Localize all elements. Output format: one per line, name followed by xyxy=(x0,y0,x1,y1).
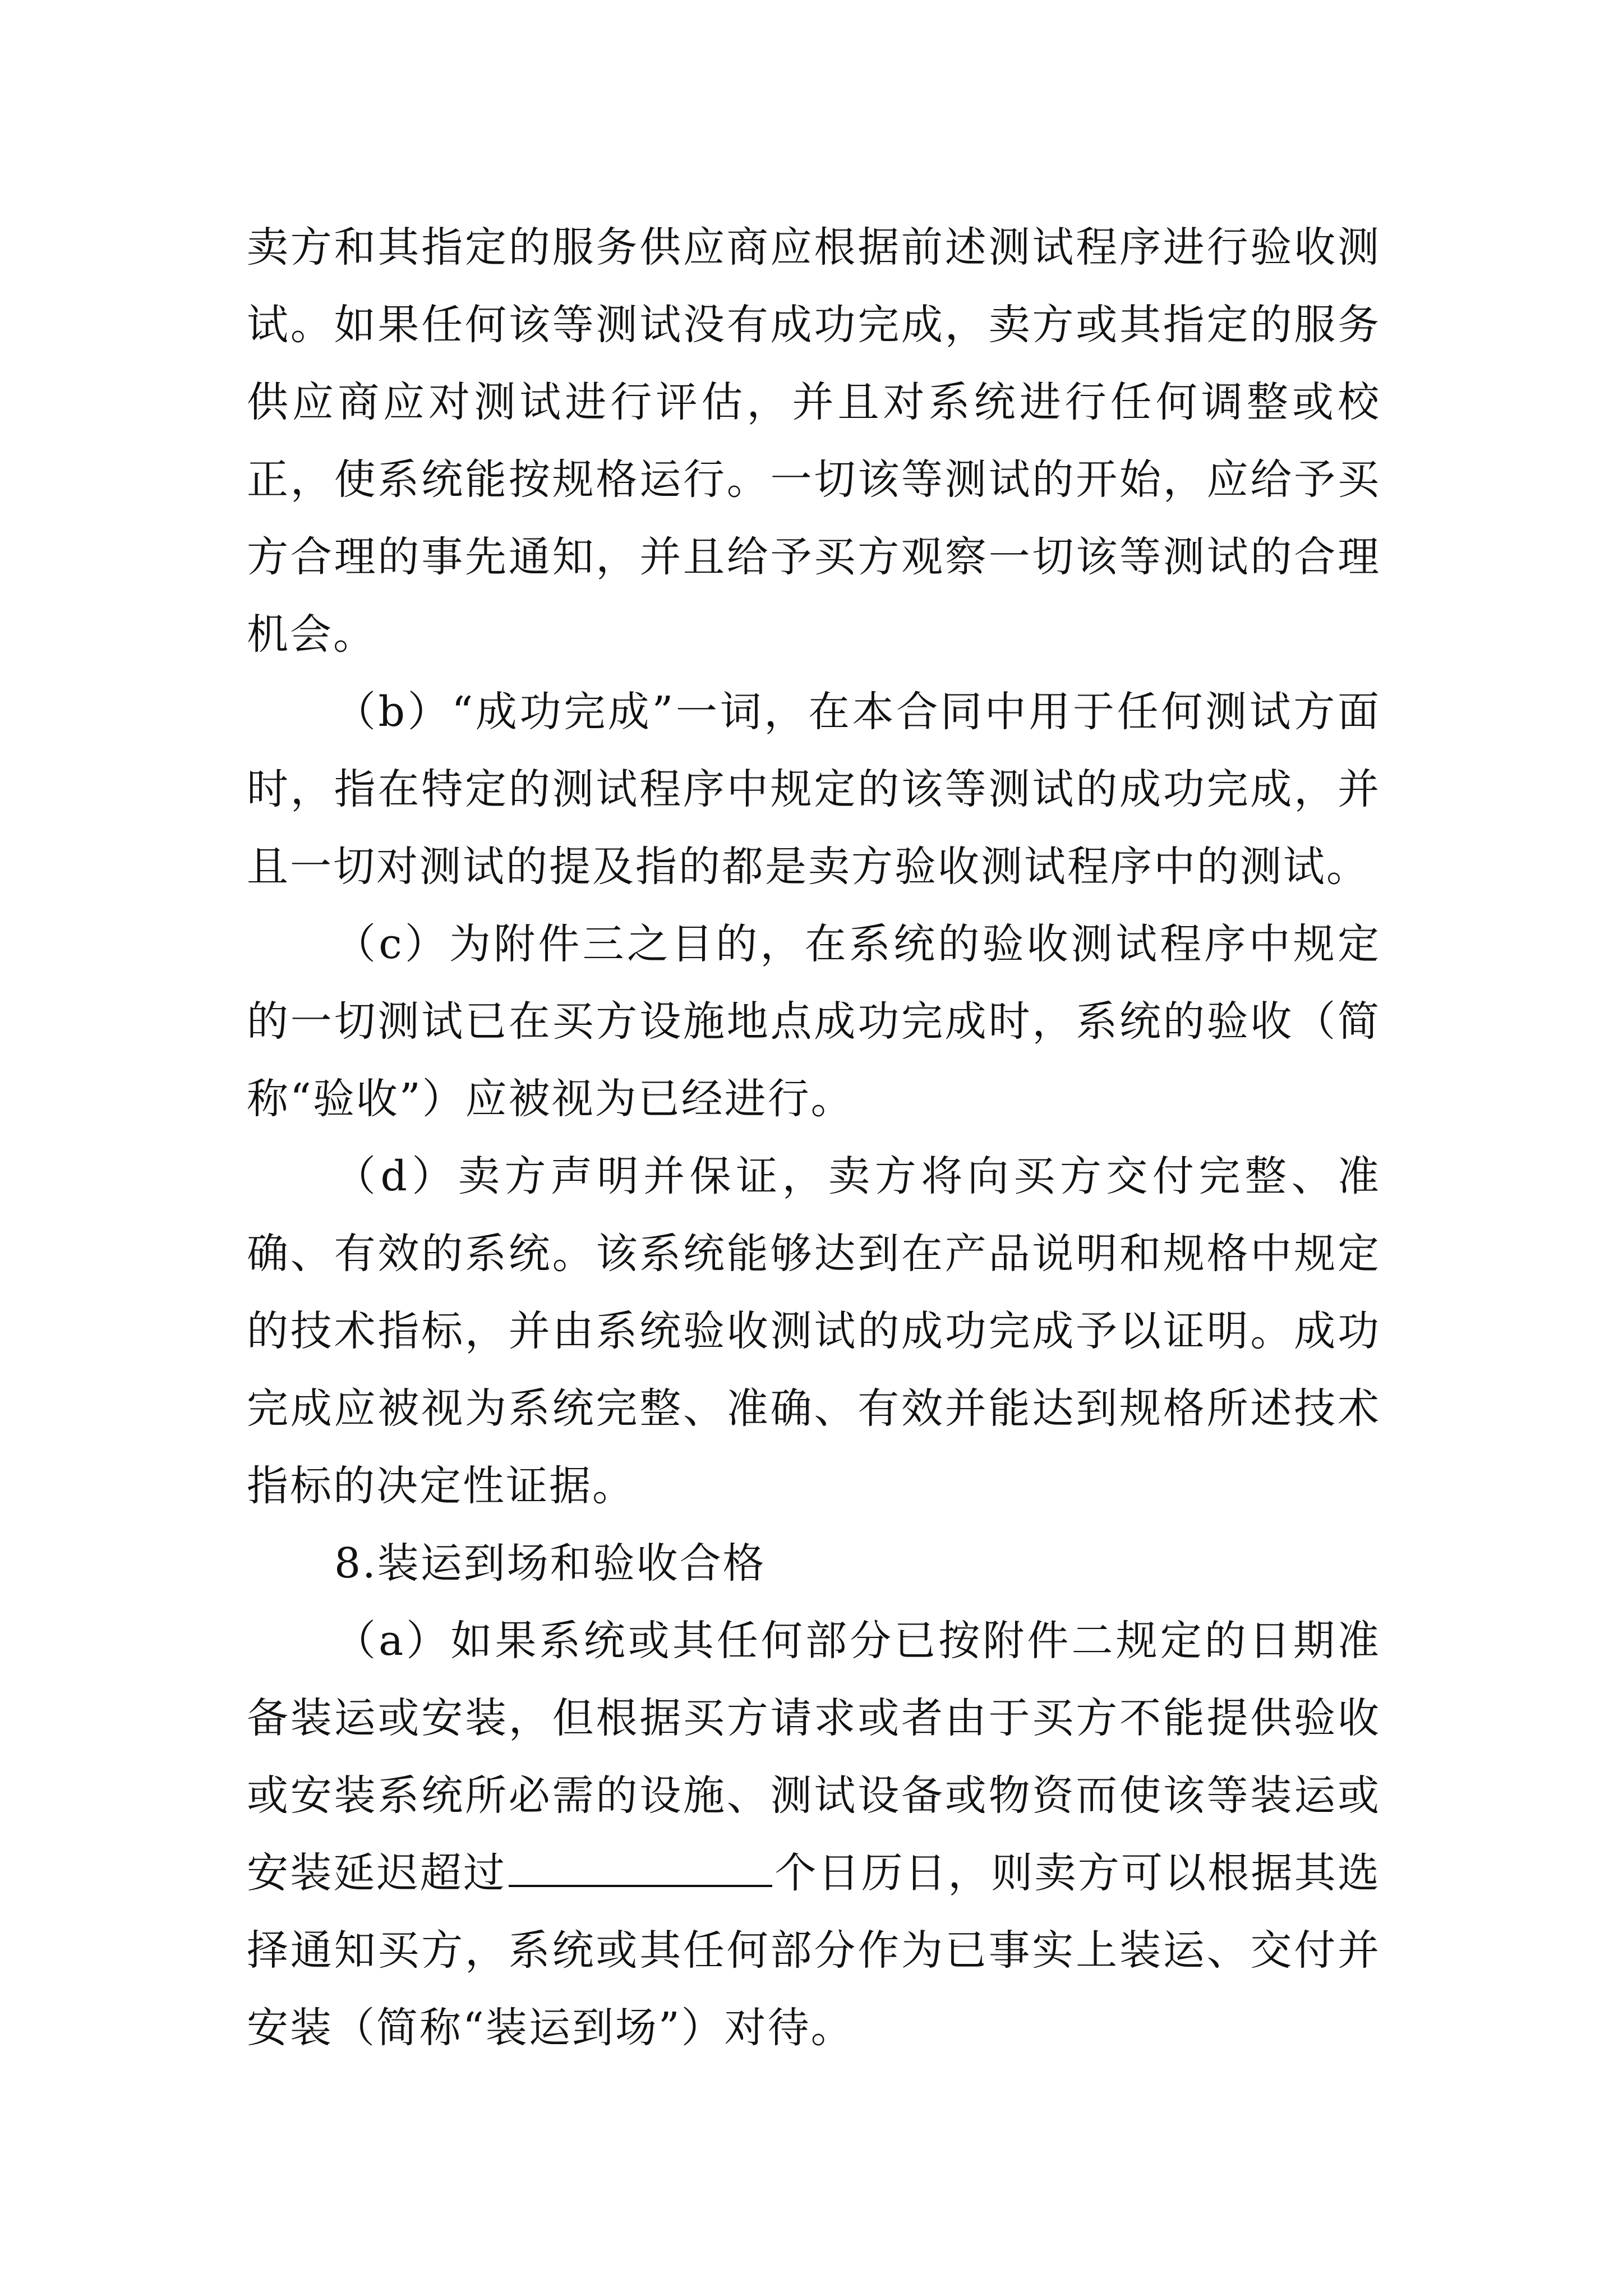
paragraph-8a-before-blank: （a）如果系统或其任何部分已按附件二规定的日期准备装运或安装，但根据买方请求或者由于买方不能提供验收或安装系统所必需的设施、测试设备或物资而使该等装运或安装延迟超过 xyxy=(247,1617,1381,1897)
paragraph-b: （b）“成功完成”一词，在本合同中用于任何测试方面时，指在特定的测试程序中规定的该等测试的成功完成，并且一切对测试的提及指的都是卖方验收测试程序中的测试。 xyxy=(247,688,1381,891)
section-heading-8: 8.装运到场和验收合格 xyxy=(334,1539,766,1588)
paragraph-8a xyxy=(247,1602,1381,2067)
paragraph-intro: 卖方和其指定的服务供应商应根据前述测试程序进行验收测试。如果任何该等测试没有成功完成，卖方或其指定的服务供应商应对测试进行评估，并且对系统进行任何调整或校正，使系统能按规格运行。一切该等测试的开始，应给予买方合理的事先通知，并且给予买方观察一切该等测试的合理机会。 xyxy=(247,223,1381,659)
paragraph-8a-after-blank: 个日历日，则卖方可以根据其选择通知买方，系统或其任何部分作为已事实上装运、交付并安装（简称“装运到场”）对待。 xyxy=(247,1849,1381,2052)
fill-in-blank-line xyxy=(509,1851,772,1887)
paragraph-d: （d）卖方声明并保证，卖方将向买方交付完整、准确、有效的系统。该系统能够达到在产品说明和规格中规定的技术指标，并由系统验收测试的成功完成予以证明。成功完成应被视为系统完整、准确、有效并能达到规格所述技术指标的决定性证据。 xyxy=(247,1152,1381,1510)
paragraph-c: （c）为附件三之目的，在系统的验收测试程序中规定的一切测试已在买方设施地点成功完成时，系统的验收（简称“验收”）应被视为已经进行。 xyxy=(247,920,1381,1123)
contract-text-block xyxy=(247,209,1381,2067)
